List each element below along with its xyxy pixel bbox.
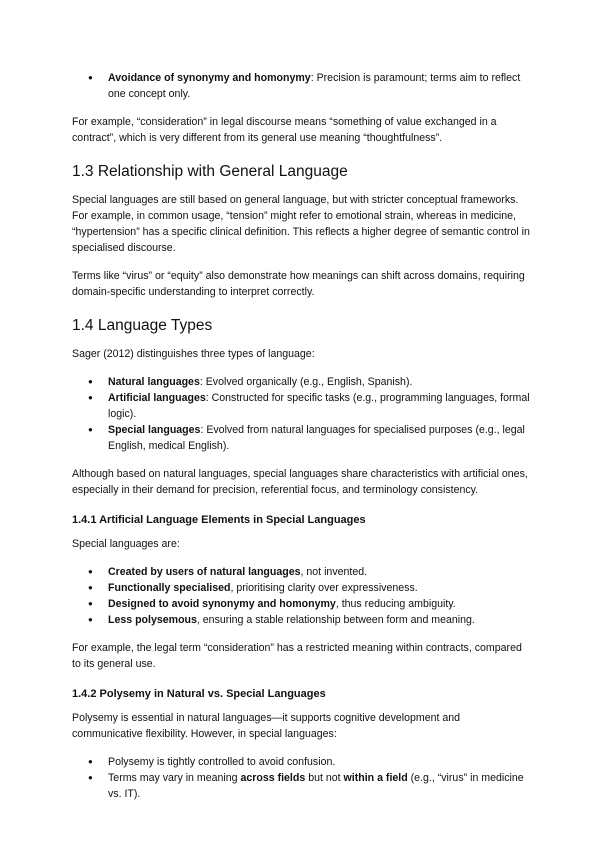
paragraph: Special languages are: (72, 538, 180, 550)
bold-term: Special languages (108, 424, 201, 436)
list-item-text: but not (305, 772, 344, 784)
special-languages-list (72, 564, 532, 628)
list-item-text: : Precision is paramount; terms aim to reflect one concept only. (108, 72, 521, 100)
bold-term: Avoidance of synonymy and homonymy (108, 72, 311, 84)
list-item-text: , ensuring a stable relationship between form and meaning. (196, 614, 475, 626)
bold-term: Artificial languages (108, 392, 206, 404)
bold-term: Natural languages (108, 376, 200, 388)
list-item (72, 770, 532, 802)
subsection-heading-1-4-1: 1.4.1 Artificial Language Elements in Special Languages (72, 514, 366, 526)
list-item-text: (e.g., “virus” in medicine vs. IT). (108, 772, 524, 800)
language-types-list (72, 374, 532, 454)
bold-term: Designed to avoid synonymy and homonymy (108, 598, 336, 610)
list-item-text: : Evolved organically (e.g., English, Spanish). (199, 376, 413, 388)
document-page (72, 70, 532, 802)
list-item (72, 580, 532, 596)
list-item (72, 564, 532, 580)
list-item-text: Polysemy is tightly controlled to avoid confusion. (108, 756, 336, 768)
paragraph: For example, the legal term “consideration” has a restricted meaning within contracts, compared to its general use. (72, 642, 522, 670)
paragraph: Terms like “virus” or “equity” also demonstrate how meanings can shift across domains, requiring domain-specific understanding to interpret correctly. (72, 270, 525, 298)
bold-term: Created by users of natural languages (108, 566, 301, 578)
list-item (72, 612, 532, 628)
paragraph: Although based on natural languages, special languages share characteristics with artificial ones, especially in their demand for precision, referential focus, and terminology consistency. (72, 468, 528, 496)
paragraph: Special languages are still based on general language, but with stricter conceptual frameworks. For example, in common usage, “tension” might refer to emotional strain, whereas in medicine, “hypertension” has a specific clinical definition. This reflects a higher degree of semantic control in specialised discourse. (72, 194, 530, 254)
list-item-text: : Constructed for specific tasks (e.g., programming languages, formal logic). (108, 392, 530, 420)
section-heading-1-4: 1.4 Language Types (72, 317, 213, 334)
bold-term: across fields (240, 772, 306, 784)
list-item (72, 596, 532, 612)
list-item (72, 390, 532, 422)
subsection-heading-1-4-2: 1.4.2 Polysemy in Natural vs. Special Languages (72, 688, 326, 700)
list-item-text: : Evolved from natural languages for specialised purposes (e.g., legal English, medical English). (108, 424, 525, 452)
bold-term: Functionally specialised (108, 582, 231, 594)
bullet-list-top (72, 70, 532, 102)
list-item-text: Terms may vary in meaning (108, 772, 241, 784)
list-item-text: , not invented. (300, 566, 368, 578)
bold-term: within a field (343, 772, 408, 784)
list-item (72, 70, 532, 102)
list-item-text: , prioritising clarity over expressiveness. (230, 582, 418, 594)
polysemy-list (72, 754, 532, 802)
list-item (72, 374, 532, 390)
list-item (72, 754, 532, 770)
paragraph: Polysemy is essential in natural languages—it supports cognitive development and communicative flexibility. However, in special languages: (72, 712, 461, 740)
paragraph: Sager (2012) distinguishes three types of language: (72, 348, 315, 360)
section-heading-1-3: 1.3 Relationship with General Language (72, 163, 348, 180)
paragraph: For example, “consideration” in legal discourse means “something of value exchanged in a contract”, which is very different from its general use meaning “thoughtfulness”. (72, 116, 497, 144)
list-item-text: , thus reducing ambiguity. (335, 598, 456, 610)
list-item (72, 422, 532, 454)
bold-term: Less polysemous (108, 614, 197, 626)
